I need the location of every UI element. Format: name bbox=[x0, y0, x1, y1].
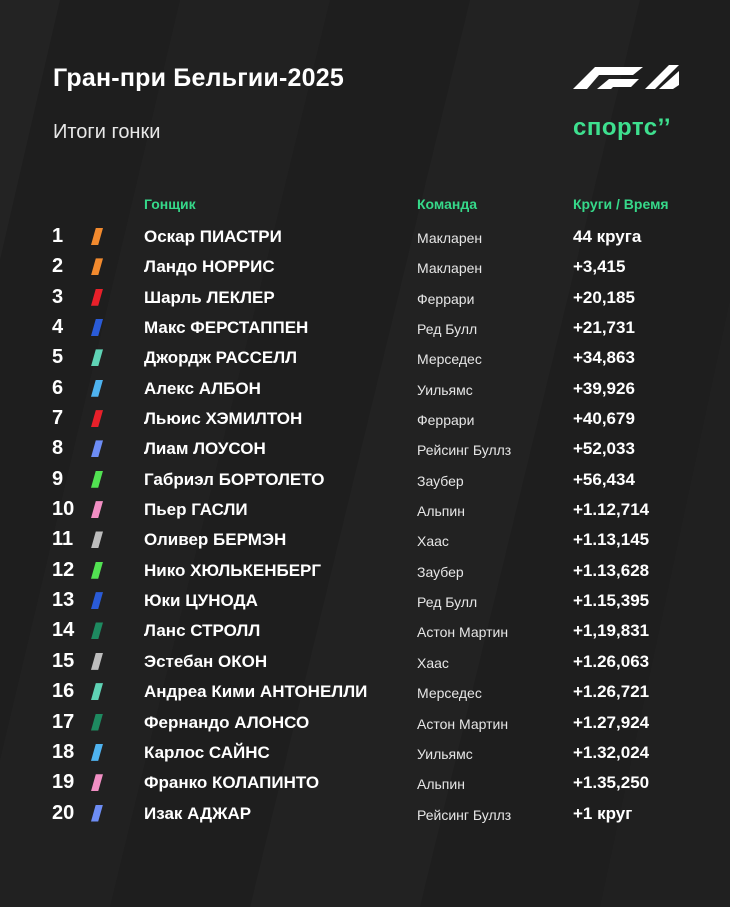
f1-logo-icon bbox=[573, 61, 679, 89]
position-number: 7 bbox=[52, 407, 64, 430]
column-header-time: Круги / Время bbox=[573, 196, 669, 212]
table-row bbox=[0, 313, 730, 343]
driver-name: Изак АДЖАР bbox=[144, 803, 252, 823]
race-time: +1.13,145 bbox=[573, 530, 650, 550]
driver-name: Габриэл БОРТОЛЕТО bbox=[144, 469, 325, 489]
team-color-marker bbox=[91, 683, 103, 700]
table-row bbox=[0, 283, 730, 313]
driver-name: Андреа Кими АНТОНЕЛЛИ bbox=[144, 682, 368, 702]
table-row bbox=[0, 799, 730, 829]
driver-name: Пьер ГАСЛИ bbox=[144, 500, 248, 520]
team-name: Ред Булл bbox=[417, 594, 478, 611]
team-color-marker bbox=[91, 380, 103, 397]
driver-name: Юки ЦУНОДА bbox=[144, 591, 258, 611]
race-time: +3,415 bbox=[573, 257, 626, 277]
team-name: Астон Мартин bbox=[417, 715, 509, 732]
race-time: +21,731 bbox=[573, 318, 635, 338]
position-number: 10 bbox=[52, 498, 75, 521]
team-name: Уильямс bbox=[417, 381, 473, 398]
team-name: Феррари bbox=[417, 412, 475, 429]
driver-name: Эстебан ОКОН bbox=[144, 651, 268, 671]
race-time: +1.32,024 bbox=[573, 742, 650, 762]
team-color-marker bbox=[91, 531, 103, 548]
team-name: Хаас bbox=[417, 533, 449, 550]
race-time: +1.27,924 bbox=[573, 712, 650, 732]
driver-name: Франко КОЛАПИНТО bbox=[144, 773, 320, 793]
driver-name: Алекс АЛБОН bbox=[144, 378, 261, 398]
table-row bbox=[0, 404, 730, 434]
race-time: +34,863 bbox=[573, 348, 635, 368]
team-color-marker bbox=[91, 349, 103, 366]
table-row bbox=[0, 556, 730, 586]
table-row bbox=[0, 434, 730, 464]
driver-name: Нико ХЮЛЬКЕНБЕРГ bbox=[144, 560, 322, 580]
position-number: 9 bbox=[52, 467, 64, 490]
table-row bbox=[0, 708, 730, 738]
position-number: 2 bbox=[52, 255, 64, 278]
team-color-marker bbox=[91, 774, 103, 791]
team-name: Макларен bbox=[417, 260, 483, 277]
team-name: Альпин bbox=[417, 503, 465, 520]
race-time: +39,926 bbox=[573, 378, 635, 398]
race-time: +1.35,250 bbox=[573, 773, 650, 793]
race-time: +56,434 bbox=[573, 469, 635, 489]
team-name: Рейсинг Буллз bbox=[417, 442, 512, 459]
team-color-marker bbox=[91, 744, 103, 761]
page-title: Гран-при Бельгии-2025 bbox=[53, 64, 344, 92]
race-time: +1 круг bbox=[573, 803, 633, 823]
race-time: +1,19,831 bbox=[573, 621, 650, 641]
table-row bbox=[0, 525, 730, 555]
sports-logo: спортс’’ bbox=[573, 114, 672, 141]
team-color-marker bbox=[91, 471, 103, 488]
position-number: 5 bbox=[52, 346, 64, 369]
driver-name: Ландо НОРРИС bbox=[144, 257, 275, 277]
race-time: +20,185 bbox=[573, 287, 635, 307]
position-number: 8 bbox=[52, 437, 64, 460]
driver-name: Лиам ЛОУСОН bbox=[144, 439, 266, 459]
column-header-driver: Гонщик bbox=[144, 196, 196, 212]
team-name: Заубер bbox=[417, 472, 464, 489]
team-name: Уильямс bbox=[417, 745, 473, 762]
page-subtitle: Итоги гонки bbox=[53, 121, 161, 143]
team-color-marker bbox=[91, 289, 103, 306]
column-header-team: Команда bbox=[417, 196, 477, 212]
team-color-marker bbox=[91, 805, 103, 822]
table-row bbox=[0, 738, 730, 768]
team-color-marker bbox=[91, 501, 103, 518]
team-name: Альпин bbox=[417, 776, 465, 793]
position-number: 12 bbox=[52, 558, 75, 581]
position-number: 17 bbox=[52, 710, 75, 733]
team-color-marker bbox=[91, 319, 103, 336]
team-color-marker bbox=[91, 258, 103, 275]
position-number: 13 bbox=[52, 589, 75, 612]
race-time: +1.13,628 bbox=[573, 560, 650, 580]
team-name: Астон Мартин bbox=[417, 624, 509, 641]
driver-name: Льюис ХЭМИЛТОН bbox=[144, 409, 303, 429]
table-row bbox=[0, 222, 730, 252]
position-number: 1 bbox=[52, 225, 64, 247]
team-name: Мерседес bbox=[417, 351, 482, 368]
position-number: 6 bbox=[52, 376, 64, 399]
race-time: 44 круга bbox=[573, 227, 642, 246]
race-time: +1.26,063 bbox=[573, 651, 650, 671]
table-row bbox=[0, 465, 730, 495]
team-color-marker bbox=[91, 410, 103, 427]
race-time: +1.26,721 bbox=[573, 682, 650, 702]
driver-name: Ланс СТРОЛЛ bbox=[144, 621, 261, 641]
driver-name: Джордж РАССЕЛЛ bbox=[144, 348, 298, 368]
position-number: 15 bbox=[52, 649, 75, 672]
team-name: Макларен bbox=[417, 230, 483, 246]
position-number: 14 bbox=[52, 619, 75, 642]
position-number: 16 bbox=[52, 680, 75, 703]
team-name: Рейсинг Буллз bbox=[417, 806, 512, 823]
table-row bbox=[0, 343, 730, 373]
team-color-marker bbox=[91, 622, 103, 639]
table-row bbox=[0, 616, 730, 646]
position-number: 20 bbox=[52, 801, 75, 824]
table-row bbox=[0, 495, 730, 525]
team-color-marker bbox=[91, 714, 103, 731]
table-row bbox=[0, 252, 730, 282]
race-time: +40,679 bbox=[573, 409, 635, 429]
driver-name: Фернандо АЛОНСО bbox=[144, 712, 310, 732]
team-color-marker bbox=[91, 440, 103, 457]
position-number: 11 bbox=[52, 528, 74, 551]
position-number: 3 bbox=[52, 285, 64, 308]
driver-name: Оскар ПИАСТРИ bbox=[144, 227, 282, 246]
team-name: Заубер bbox=[417, 563, 464, 580]
driver-name: Шарль ЛЕКЛЕР bbox=[144, 287, 275, 307]
table-row bbox=[0, 677, 730, 707]
position-number: 4 bbox=[52, 316, 64, 339]
team-name: Хаас bbox=[417, 654, 449, 671]
position-number: 19 bbox=[52, 771, 75, 794]
team-color-marker bbox=[91, 562, 103, 579]
driver-name: Макс ФЕРСТАППЕН bbox=[144, 318, 309, 338]
team-name: Ред Булл bbox=[417, 321, 478, 338]
table-row bbox=[0, 647, 730, 677]
team-color-marker bbox=[91, 653, 103, 670]
position-number: 18 bbox=[52, 740, 75, 763]
race-time: +1.12,714 bbox=[573, 500, 650, 520]
driver-name: Оливер БЕРМЭН bbox=[144, 530, 287, 550]
table-row bbox=[0, 374, 730, 404]
table-row bbox=[0, 768, 730, 798]
results-table bbox=[0, 222, 730, 829]
team-color-marker bbox=[91, 228, 103, 245]
driver-name: Карлос САЙНС bbox=[144, 742, 270, 762]
team-color-marker bbox=[91, 592, 103, 609]
race-time: +52,033 bbox=[573, 439, 635, 459]
table-row bbox=[0, 586, 730, 616]
team-name: Феррари bbox=[417, 290, 475, 307]
team-name: Мерседес bbox=[417, 685, 482, 702]
race-time: +1.15,395 bbox=[573, 591, 650, 611]
